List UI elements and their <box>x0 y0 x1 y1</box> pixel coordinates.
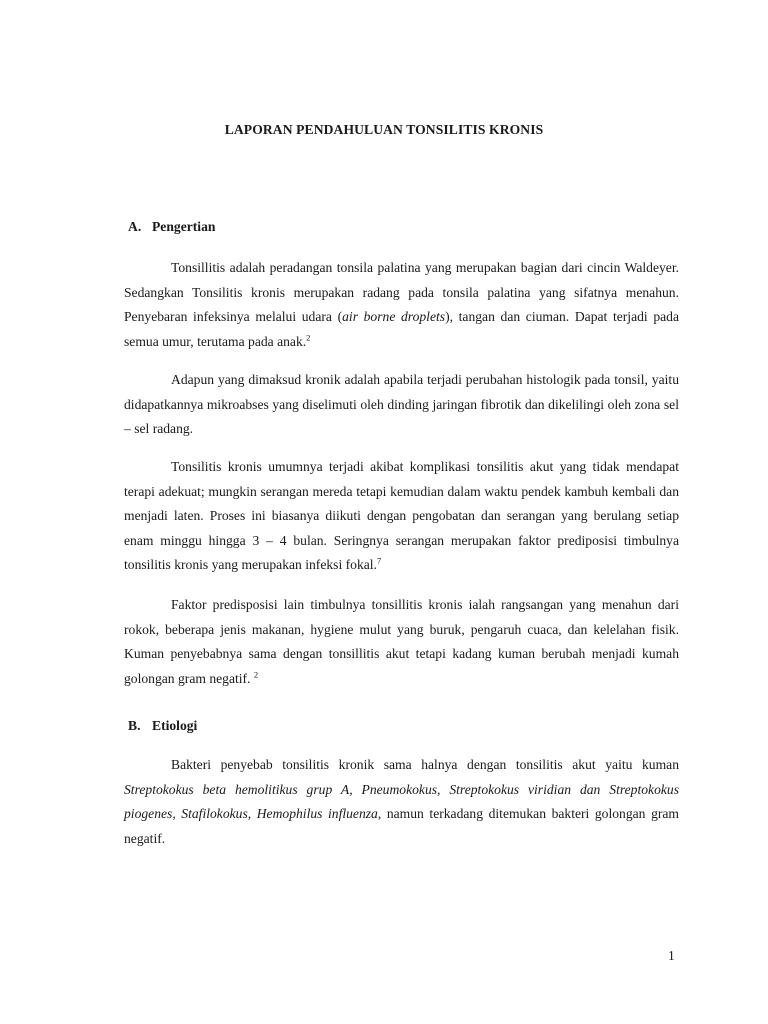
section-letter: A. <box>128 219 142 234</box>
section-letter: B. <box>128 718 141 733</box>
citation-ref: 7 <box>376 555 382 566</box>
section-heading-pengertian <box>128 219 215 235</box>
paragraph-text: Bakteri penyebab tonsilitis kronik sama halnya dengan tonsilitis akut yaitu kuman <box>171 757 679 772</box>
page-number: 1 <box>668 948 675 963</box>
italic-term: air borne droplets <box>342 309 446 325</box>
document-title: LAPORAN PENDAHULUAN TONSILITIS KRONIS <box>224 122 544 137</box>
section-title: Etiologi <box>152 718 198 733</box>
paragraph-text: Tonsilitis kronis umumnya terjadi akibat komplikasi tonsilitis akut yang tidak mendapat terapi adekuat; mungkin serangan mereda tetapi kemudian dalam waktu pendek kambuh kembali dan menjadi laten. Proses ini biasanya diikuti dengan pengobatan dan serangan yang berulang setiap enam minggu hingga 3 – 4 bulan. Seringnya serangan merupakan faktor prediposisi timbulnya tonsilitis kronis yang merupakan infeksi fokal. <box>124 459 679 573</box>
paragraph-chronic-cause <box>124 455 679 578</box>
citation-ref: 2 <box>306 332 311 343</box>
paragraph-chronic-meaning: Adapun yang dimaksud kronik adalah apabila terjadi perubahan histologik pada tonsil, yaitu didapatkannya mikroabses yang diselimuti oleh dinding jaringan fibrotik dan dikelilingi oleh zona sel – sel radang. <box>124 372 679 437</box>
paragraph-etiology <box>124 753 679 851</box>
paragraph-text: namun terkadang ditemukan bakteri golongan gram negatif. <box>124 806 679 846</box>
section-heading-etiologi <box>128 718 197 734</box>
paragraph-text: Faktor predisposisi lain timbulnya tonsillitis kronis ialah rangsangan yang menahun dari rokok, beberapa jenis makanan, hygiene mulut yang buruk, pengaruh cuaca, dan kelelahan fisik. Kuman penyebabnya sama dengan tonsillitis akut tetapi kadang kuman berubah menjadi kumah golongan gram negatif. <box>124 597 679 686</box>
paragraph-text: ), tangan dan ciuman. Dapat terjadi pada semua umur, terutama pada anak. <box>124 309 679 349</box>
section-title: Pengertian <box>152 219 216 234</box>
paragraph-definition <box>124 256 679 354</box>
paragraph-predisposition <box>124 593 679 691</box>
citation-ref: 2 <box>253 669 259 680</box>
italic-bacteria-list: Streptokokus beta hemolitikus grup A, Pneumokokus, Streptokokus viridian dan Streptokokus piogenes, Stafilokokus, Hemophilus influenza, <box>124 781 679 822</box>
paragraph-text: Tonsillitis adalah peradangan tonsila palatina yang merupakan bagian dari cincin Waldeyer. Sedangkan Tonsilitis kronis merupakan radang pada tonsila palatina yang sifatnya menahun. Penyebaran infeksinya melalui udara ( <box>124 260 679 325</box>
